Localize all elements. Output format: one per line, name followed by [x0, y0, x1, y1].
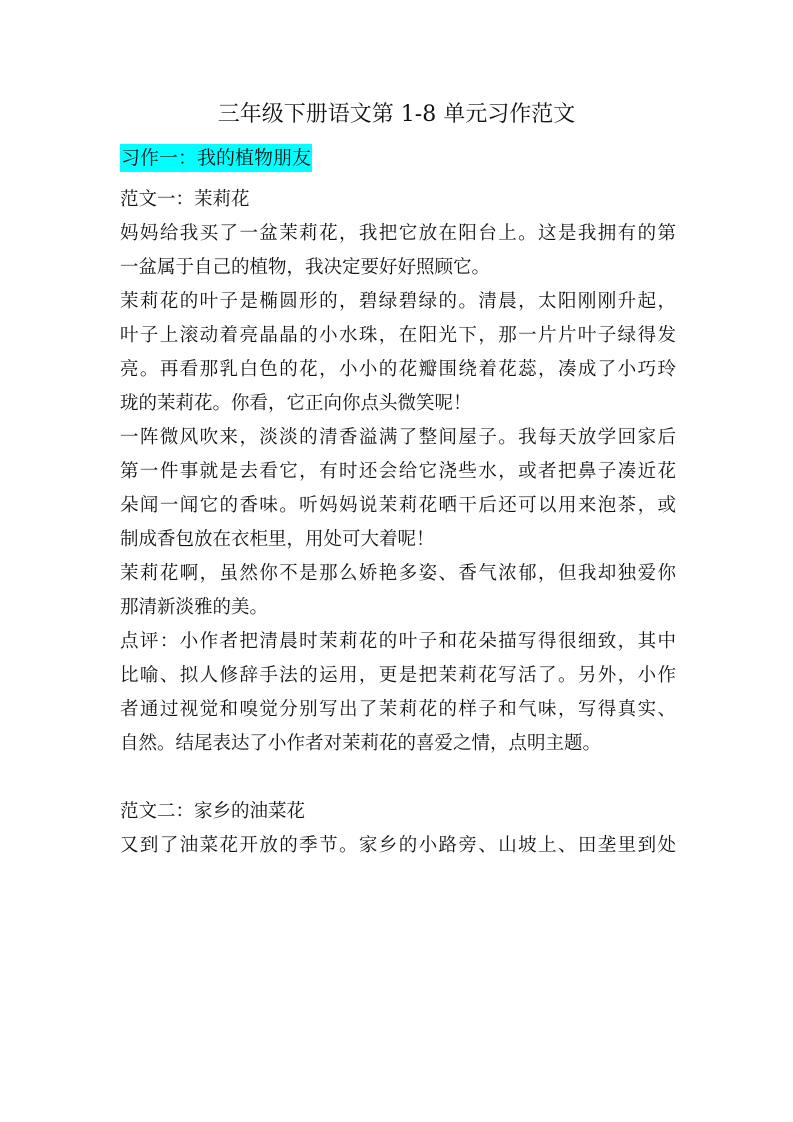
commentary-line: 点评：小作者把清晨时茉莉花的叶子和花朵描写得很细致，其中	[120, 631, 676, 652]
document-title: 三年级下册语文第 1-8 单元习作范文	[217, 102, 576, 127]
paragraph-line: 第一件事就是去看它，有时还会给它浇些水，或者把鼻子凑近花	[120, 461, 676, 482]
paragraph-line: 朵闻一闻它的香味。听妈妈说茉莉花晒干后还可以用来泡茶，或	[120, 495, 676, 516]
commentary-line: 者通过视觉和嗅觉分别写出了茉莉花的样子和气味，写得真实、	[120, 699, 676, 720]
paragraph-line: 妈妈给我买了一盆茉莉花，我把它放在阳台上。这是我拥有的第	[120, 223, 676, 244]
paragraph-line: 又到了油菜花开放的季节。家乡的小路旁、山坡上、田垄里到处	[120, 835, 676, 856]
paragraph-line: 一阵微风吹来，淡淡的清香溢满了整间屋子。我每天放学回家后	[120, 427, 676, 448]
blank-line	[120, 761, 676, 795]
essay-2-title: 范文二：家乡的油菜花	[120, 801, 306, 822]
unit-heading-highlighted: 习作一：我的植物朋友	[120, 144, 312, 172]
paragraph-line: 珑的茉莉花。你看，它正向你点头微笑呢！	[120, 393, 472, 414]
paragraph-line: 茉莉花啊，虽然你不是那么娇艳多姿、香气浓郁，但我却独爱你	[120, 563, 676, 584]
paragraph-line: 制成香包放在衣柜里，用处可大着呢！	[120, 529, 435, 550]
paragraph-line: 叶子上滚动着亮晶晶的小水珠，在阳光下，那一片片叶子绿得发	[120, 325, 676, 346]
paragraph-line: 一盆属于自己的植物，我决定要好好照顾它。	[120, 257, 491, 278]
commentary-line: 比喻、拟人修辞手法的运用，更是把茉莉花写活了。另外，小作	[120, 665, 676, 686]
document-body	[120, 183, 676, 863]
paragraph-line: 亮。再看那乳白色的花，小小的花瓣围绕着花蕊，凑成了小巧玲	[120, 359, 676, 380]
essay-1-title: 范文一：茉莉花	[120, 189, 250, 210]
paragraph-line: 那清新淡雅的美。	[120, 597, 269, 618]
commentary-line: 自然。结尾表达了小作者对茉莉花的喜爱之情，点明主题。	[120, 733, 602, 754]
paragraph-line: 茉莉花的叶子是椭圆形的，碧绿碧绿的。清晨，太阳刚刚升起，	[120, 291, 676, 312]
